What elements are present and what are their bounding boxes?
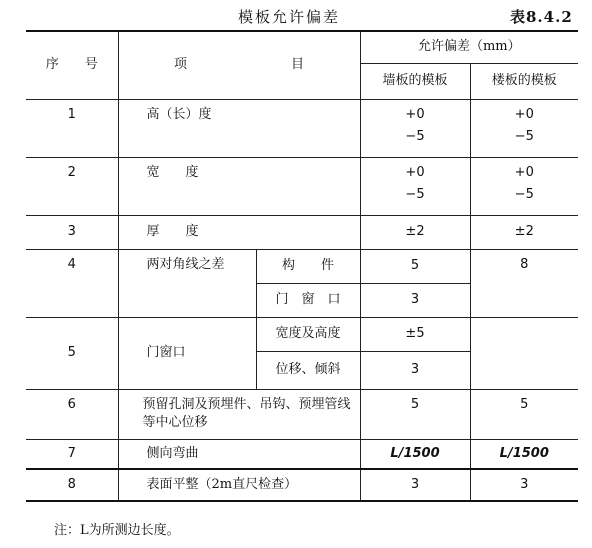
wall-value: ±2 (360, 215, 470, 249)
row-item: 高（长）度 (118, 99, 360, 157)
tolerance-table (26, 30, 578, 502)
floor-value: ±2 (470, 215, 578, 249)
wall-lower: −5 (405, 128, 425, 144)
table-row (26, 157, 578, 215)
floor-lower: −5 (514, 186, 534, 202)
row-number: 4 (26, 249, 118, 317)
row-number: 1 (26, 99, 118, 157)
floor-value: 3 (470, 469, 578, 501)
row-number: 2 (26, 157, 118, 215)
wall-value: 3 (360, 351, 470, 389)
row-item: 厚 度 (118, 215, 360, 249)
floor-upper: +0 (514, 164, 534, 180)
table-row (26, 389, 578, 439)
floor-lower: −5 (514, 128, 534, 144)
floor-value: 5 (470, 389, 578, 439)
table-row (26, 469, 578, 501)
row-number: 8 (26, 469, 118, 501)
wall-value: L/1500 (360, 439, 470, 469)
wall-upper: +0 (405, 106, 425, 122)
wall-value (360, 157, 470, 215)
row-number: 3 (26, 215, 118, 249)
table-row (26, 249, 578, 283)
floor-value (470, 157, 578, 215)
wall-value: 3 (360, 469, 470, 501)
header-floor: 楼板的模板 (470, 63, 578, 99)
floor-value (470, 99, 578, 157)
row-number: 6 (26, 389, 118, 439)
row-item: 两对角线之差 (118, 249, 256, 317)
table-title: 模板允许偏差 (238, 8, 341, 26)
sub-item: 宽度及高度 (256, 317, 360, 351)
sub-item: 门 窗 口 (256, 283, 360, 317)
wall-upper: +0 (405, 164, 425, 180)
row-item: 表面平整（2m直尺检查） (118, 469, 360, 501)
floor-value: 8 (470, 249, 578, 317)
floor-value (470, 317, 578, 389)
wall-value (360, 99, 470, 157)
row-item: 预留孔洞及预埋件、吊钩、预埋管线等中心位移 (118, 389, 360, 439)
sub-item: 位移、倾斜 (256, 351, 360, 389)
wall-value: 5 (360, 389, 470, 439)
wall-value: ±5 (360, 317, 470, 351)
row-number: 7 (26, 439, 118, 469)
wall-lower: −5 (405, 186, 425, 202)
header-item: 项 目 (118, 31, 360, 99)
wall-value: 5 (360, 249, 470, 283)
table-title-bar (0, 6, 592, 28)
table-row (26, 99, 578, 157)
row-item: 宽 度 (118, 157, 360, 215)
header-seq: 序 号 (26, 31, 118, 99)
header-tolerance: 允许偏差（mm） (360, 31, 578, 63)
row-item: 门窗口 (118, 317, 256, 389)
row-item: 侧向弯曲 (118, 439, 360, 469)
table-number: 表8.4.2 (510, 8, 573, 26)
wall-value: 3 (360, 283, 470, 317)
table-note: 注：L为所测边长度。 (54, 523, 180, 538)
sub-item: 构 件 (256, 249, 360, 283)
floor-value: L/1500 (470, 439, 578, 469)
table-row (26, 439, 578, 469)
table-row (26, 215, 578, 249)
header-wall: 墙板的模板 (360, 63, 470, 99)
row-number: 5 (26, 317, 118, 389)
floor-upper: +0 (514, 106, 534, 122)
table-row (26, 317, 578, 351)
